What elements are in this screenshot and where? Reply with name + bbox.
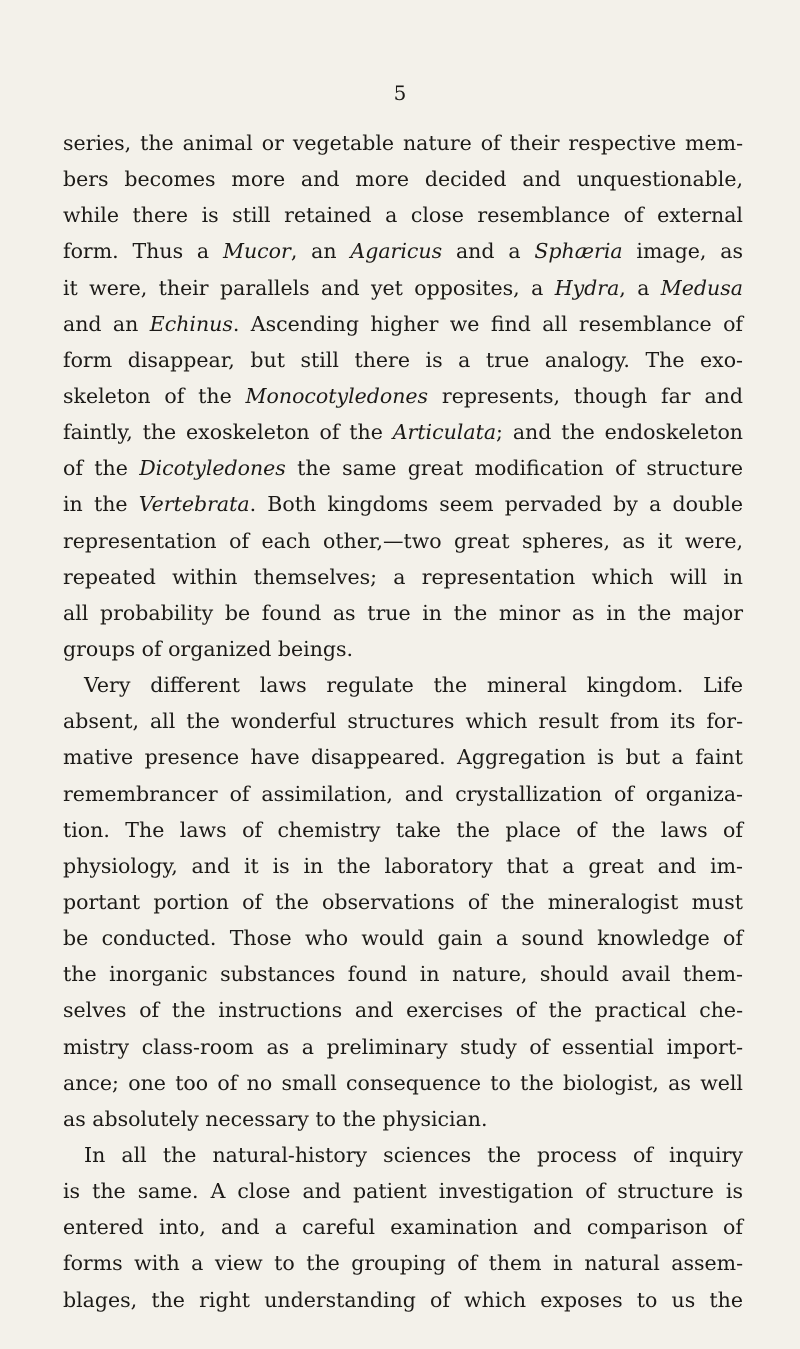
text-line — [63, 1173, 743, 1209]
text-segment: representation of each other,—two great spheres, as it were, — [63, 528, 743, 553]
text-segment: portant portion of the observations of the mineralogist must — [63, 889, 743, 914]
text-segment: bers becomes more and more decided and unquestionable, — [63, 167, 743, 192]
text-segment: is the same. A close and patient investigation of structure is — [63, 1179, 743, 1204]
text-line — [63, 1209, 743, 1245]
text-segment: of the — [63, 456, 140, 481]
text-segment: and a — [442, 239, 535, 264]
text-line — [63, 1029, 743, 1065]
text-segment: remembrancer of assimilation, and crystallization of organiza- — [63, 781, 743, 806]
text-segment: form. Thus a — [63, 239, 223, 264]
text-segment: , a — [619, 275, 661, 300]
italic-term: Vertebrata — [138, 492, 250, 517]
text-segment: forms with a view to the grouping of them in natural assem- — [63, 1251, 743, 1276]
italic-term: Hydra — [554, 275, 620, 300]
text-line — [63, 378, 743, 414]
text-line — [63, 233, 743, 269]
text-line — [63, 812, 743, 848]
italic-term: Agaricus — [350, 239, 443, 264]
text-segment: . Both kingdoms seem pervaded by a double — [249, 492, 743, 517]
text-line — [63, 776, 743, 812]
text-line — [63, 595, 743, 631]
text-line — [63, 631, 743, 667]
text-line — [63, 884, 743, 920]
text-line — [63, 992, 743, 1028]
text-segment: and an — [63, 311, 150, 336]
text-segment: form disappear, but still there is a true analogy. The exo- — [63, 347, 743, 372]
text-segment: in the — [63, 492, 139, 517]
text-segment: the inorganic substances found in nature, should avail them- — [63, 962, 743, 987]
text-line — [63, 306, 743, 342]
italic-term: Echinus — [149, 311, 233, 336]
text-line — [63, 1137, 743, 1173]
text-line — [63, 1065, 743, 1101]
text-line — [63, 414, 743, 450]
text-segment: represents, though far and — [428, 383, 743, 408]
italic-term: Articulata — [392, 420, 497, 445]
text-segment: blages, the right understanding of which exposes to us the — [63, 1287, 743, 1312]
text-line — [63, 450, 743, 486]
text-line — [63, 1245, 743, 1281]
text-segment: while there is still retained a close resemblance of external — [63, 203, 743, 228]
italic-term: Sphæria — [534, 239, 623, 264]
text-segment: entered into, and a careful examination and comparison of — [63, 1215, 743, 1240]
italic-term: Dicotyledones — [139, 456, 286, 481]
text-segment: Very different laws regulate the mineral kingdom. Life — [84, 673, 743, 698]
text-segment: all probability be found as true in the minor as in the major — [63, 600, 743, 625]
text-line — [63, 1101, 743, 1137]
text-segment: image, as — [622, 239, 743, 264]
text-line — [63, 667, 743, 703]
page-number: 5 — [393, 81, 407, 105]
text-line — [63, 523, 743, 559]
italic-term: Mucor — [222, 239, 291, 264]
text-segment: repeated within themselves; a representation which will in — [63, 564, 743, 589]
text-segment: mative presence have disappeared. Aggregation is but a faint — [63, 745, 743, 770]
text-segment: . Ascending higher we find all resemblance of — [232, 311, 743, 336]
text-line — [63, 342, 743, 378]
text-segment: series, the animal or vegetable nature of their respective mem- — [63, 131, 743, 155]
italic-term: Monocotyledones — [245, 383, 429, 408]
text-line — [63, 956, 743, 992]
text-segment: groups of organized beings. — [63, 636, 354, 661]
text-segment: the same great modification of structure — [285, 456, 743, 481]
text-line — [63, 920, 743, 956]
text-line — [63, 161, 743, 197]
text-segment: absent, all the wonderful structures which result from its for- — [63, 709, 743, 734]
text-segment: be conducted. Those who would gain a sound knowledge of — [63, 926, 743, 951]
text-segment: selves of the instructions and exercises of the practical che- — [63, 998, 743, 1023]
text-line — [63, 703, 743, 739]
text-segment: as absolutely necessary to the physician. — [63, 1106, 488, 1131]
text-segment: tion. The laws of chemistry take the place of the laws of — [63, 817, 743, 842]
text-segment: In all the natural-history sciences the process of inquiry — [84, 1142, 743, 1167]
text-line — [63, 848, 743, 884]
text-segment: mistry class-room as a preliminary study of essential import- — [63, 1034, 743, 1059]
text-segment: physiology, and it is in the laboratory that a great and im- — [63, 853, 743, 878]
text-line — [63, 125, 743, 161]
text-segment: faintly, the exoskeleton of the — [63, 420, 393, 445]
text-line — [63, 559, 743, 595]
text-line — [63, 197, 743, 233]
italic-term: Medusa — [660, 275, 743, 300]
body-text — [63, 125, 743, 1318]
text-line — [63, 486, 743, 522]
text-segment: , an — [290, 239, 351, 264]
text-segment: it were, their parallels and yet opposites, a — [63, 275, 555, 300]
text-line — [63, 270, 743, 306]
text-line — [63, 739, 743, 775]
text-segment: skeleton of the — [63, 383, 246, 408]
text-segment: ance; one too of no small consequence to the biologist, as well — [63, 1070, 743, 1095]
text-segment: ; and the endoskeleton — [496, 420, 744, 445]
text-line — [63, 1282, 743, 1318]
